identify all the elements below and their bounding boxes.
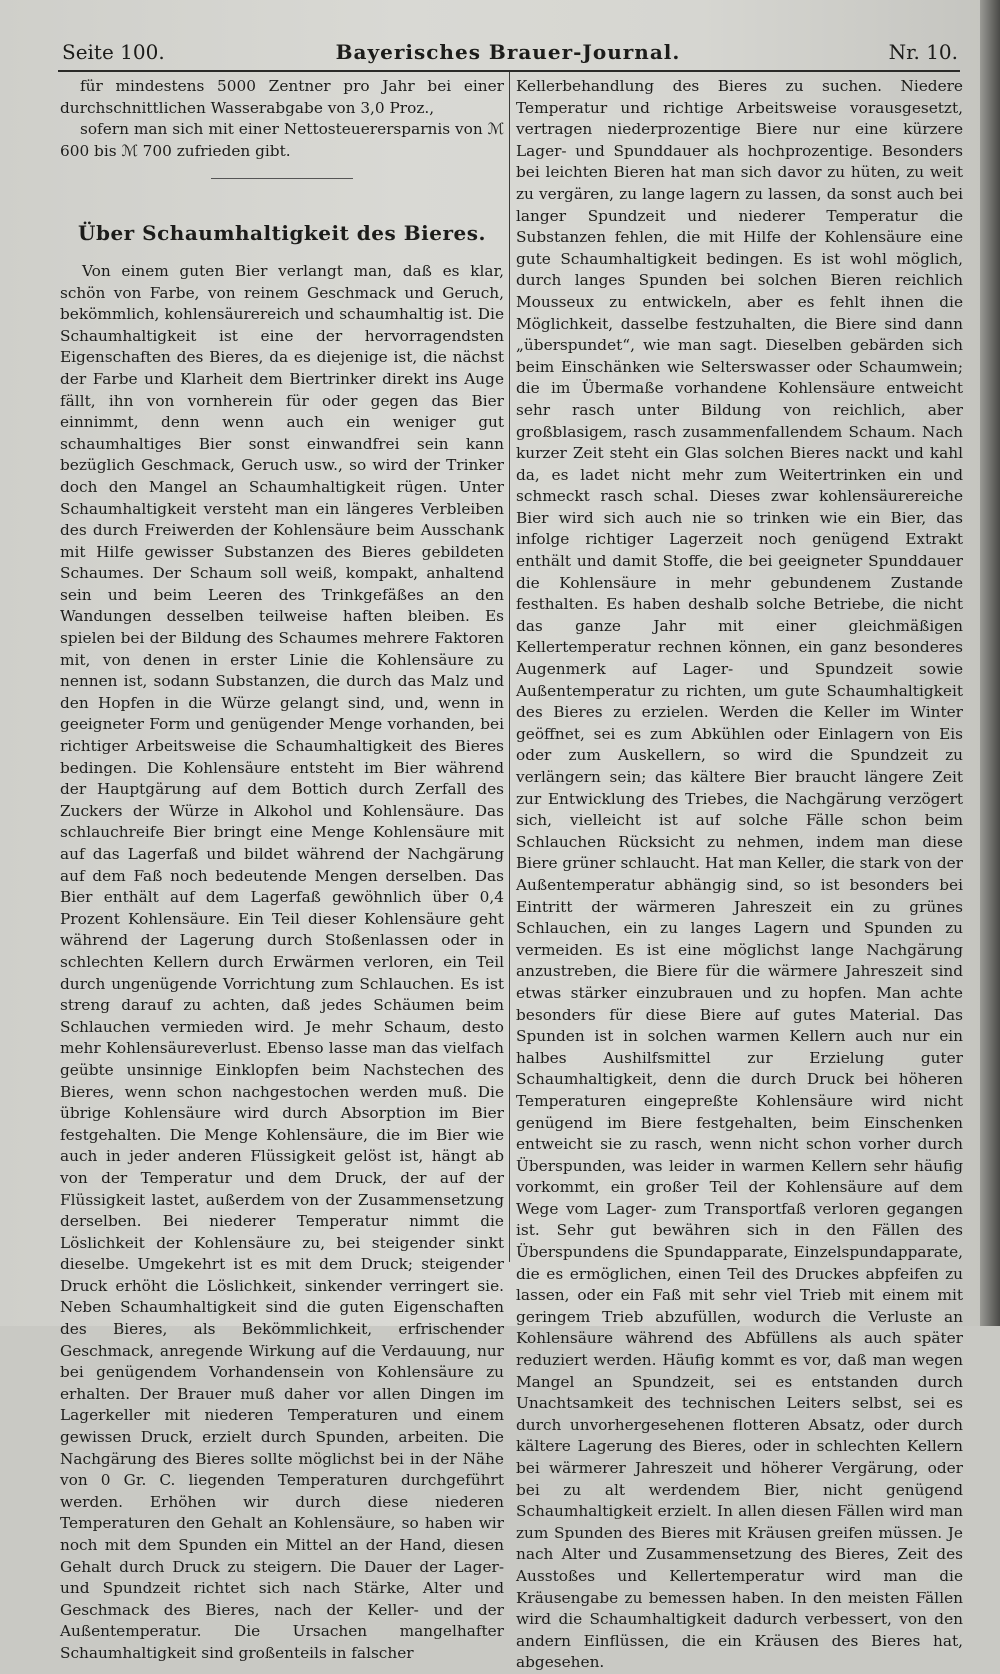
intro-line-2: sofern man sich mit einer Nettosteuerersparnis von ℳ 600 bis ℳ 700 zufrieden gibt.	[60, 120, 504, 160]
column-separator	[509, 72, 510, 1262]
article-body-right: Kellerbehandlung des Bieres zu suchen. Niedere Temperatur und richtige Arbeitsweise vorausgesetzt, vertragen niederprozentige Biere nur eine kürzere Lager- und Spunddauer als hochprozentige. Besonders bei leichten Bieren hat man sich davor zu hüten, zu weit zu vergären, zu lange lagern zu lassen, da sonst auch bei langer Spundzeit und niederer Temperatur die Substanzen fehlen, die mit Hilfe der Kohlensäure eine gute Schaumhaltigkeit bedingen. Es ist wohl möglich, durch langes Spunden bei solchen Bieren reichlich Mousseux zu entwickeln, aber es fehlt ihnen die Möglichkeit, dasselbe festzuhalten, die Biere sind dann „überspundet“, wie man sagt. Dieselben gebärden sich beim Einschänken wie Selterswasser oder Schaumwein; die im Übermaße vorhandene Kohlensäure entweicht sehr rasch unter Bildung von reichlich, aber großblasigem, rasch zusammenfallendem Schaum. Nach kurzer Zeit steht ein Glas solchen Bieres nackt und kahl da, es ladet nicht mehr zum Weitertrinken ein und schmeckt rasch schal. Dieses zwar kohlensäurereiche Bier wird sich auch nie so trinken wie ein Bier, das infolge richtiger Lagerzeit noch genügend Extrakt enthält und damit Stoffe, die bei geeigneter Spunddauer die Kohlensäure in mehr gebundenem Zustande festhalten. Es haben deshalb solche Betriebe, die nicht das ganze Jahr mit einer gleichmäßigen Kellertemperatur rechnen können, ein ganz besonderes Augenmerk auf Lager- und Spundzeit sowie Außentemperatur zu richten, um gute Schaumhaltigkeit des Bieres zu erzielen. Werden die Keller im Winter geöffnet, sei es zum Abkühlen oder Einlagern von Eis oder zum Auskellern, so wird die Spundzeit zu verlängern sein; das kältere Bier braucht längere Zeit zur Entwicklung des Triebes, die Nachgärung verzögert sich, vielleicht ist auf solche Fälle schon beim Schlauchen Rücksicht zu nehmen, indem man diese Biere grüner schlaucht. Hat man Keller, die stark von der Außentemperatur abhängig sind, so ist besonders bei Eintritt der wärmeren Jahreszeit ein zu grünes Schlauchen, ein zu langes Lagern und Spunden zu vermeiden. Es ist eine möglichst lange Nachgärung anzustreben, die Biere für die wärmere Jahreszeit sind etwas stärker einzubrauen und zu hopfen. Man achte besonders für diese Biere auf gutes Material. Das Spunden ist in solchen warmen Kellern auch nur ein halbes Aushilfsmittel zur Erzielung guter Schaumhaltigkeit, denn die durch Druck bei höheren Temperaturen eingepreßte Kohlensäure wird nicht genügend im Biere festgehalten, beim Einschenken entweicht sie zu rasch, wenn nicht schon vorher durch Überspunden, was leider in warmen Kellern sehr häufig vorkommt, ein großer Teil der Kohlensäure auf dem Wege vom Lager- zum Transportfaß verloren gegangen ist. Sehr gut bewähren sich in den Fällen des Überspundens die Spundapparate, Einzelspundapparate, die es ermöglichen, einen Teil des Druckes abpfeifen zu lassen, oder ein Faß mit sehr viel Trieb mit einem mit geringem Trieb abzufüllen, wodurch die Verluste an Kohlensäure während des Abfüllens als auch später reduziert werden. Häufig kommt es vor, daß man wegen Mangel an Spundzeit, sei es entstanden durch Unachtsamkeit des technischen Leiters selbst, sei es durch unvorhergesehenen flotteren Absatz, oder durch kältere Lagerung des Bieres, oder in schlechten Kellern bei wärmerer Jahreszeit und höherer Vergärung, oder bei zu alt werdendem Bier, nicht genügend Schaumhaltigkeit erzielt. In allen diesen Fällen wird man zum Spunden des Bieres mit Kräusen greifen müssen. Je nach Alter und Zusammensetzung des Bieres, Zeit des Ausstoßes und Kellertemperatur wird man die Kräusengabe zu bemessen haben. In den meisten Fällen wird die Schaumhaltigkeit dadurch verbessert, von den andern Einflüssen, die ein Kräusen des Bieres hat, abgesehen.	[516, 77, 963, 1672]
article-title: Über Schaumhaltigkeit des Bieres.	[78, 221, 486, 246]
intro-line-1: für mindestens 5000 Zentner pro Jahr bei einer durchschnittlichen Wasserabgabe von 3,0 Proz.,	[60, 77, 504, 117]
section-divider	[211, 178, 353, 179]
article-body-left: Von einem guten Bier verlangt man, daß es klar, schön von Farbe, von reinem Geschmack und Geruch, bekömmlich, kohlensäurereich und schaumhaltig ist. Die Schaumhaltigkeit ist eine der hervorragendsten Eigenschaften des Bieres, da es diejenige ist, die nächst der Farbe und Klarheit dem Biertrinker direkt ins Auge fällt, ihn von vornherein für oder gegen das Bier einnimmt, denn wenn auch ein weniger gut schaumhaltiges Bier sonst einwandfrei sein kann bezüglich Geschmack, Geruch usw., so wird der Trinker doch den Mangel an Schaumhaltigkeit rügen. Unter Schaumhaltigkeit versteht man ein längeres Verbleiben des durch Freiwerden der Kohlensäure beim Ausschank mit Hilfe gewisser Substanzen des Bieres gebildeten Schaumes. Der Schaum soll weiß, kompakt, anhaltend sein und beim Leeren des Trinkgefäßes an den Wandungen desselben teilweise haften bleiben. Es spielen bei der Bildung des Schaumes mehrere Faktoren mit, von denen in erster Linie die Kohlensäure zu nennen ist, sodann Substanzen, die durch das Malz und den Hopfen in die Würze gelangt sind, und, wenn in geeigneter Form und genügender Menge vorhanden, bei richtiger Arbeitsweise die Schaumhaltigkeit des Bieres bedingen. Die Kohlensäure entsteht im Bier während der Hauptgärung auf dem Bottich durch Zerfall des Zuckers der Würze in Alkohol und Kohlensäure. Das schlauchreife Bier bringt eine Menge Kohlensäure mit auf das Lagerfaß und bildet während der Nachgärung auf dem Faß noch bedeutende Mengen derselben. Das Bier enthält auf dem Lagerfaß gewöhnlich über 0,4 Prozent Kohlensäure. Ein Teil dieser Kohlensäure geht während der Lagerung durch Stoßenlassen oder in schlechten Kellern durch Erwärmen verloren, ein Teil durch ungenügende Vorrichtung zum Schlauchen. Es ist streng darauf zu achten, daß jedes Schäumen beim Schlauchen vermieden wird. Je mehr Schaum, desto mehr Kohlensäureverlust. Ebenso lasse man das vielfach geübte unsinnige Einklopfen beim Nachstechen des Bieres, wenn schon nachgestochen werden muß. Die übrige Kohlensäure wird durch Absorption im Bier festgehalten. Die Menge Kohlensäure, die im Bier wie auch in jeder anderen Flüssigkeit gelöst ist, hängt ab von der Temperatur und dem Druck, der auf der Flüssigkeit lastet, außerdem von der Zusammensetzung derselben. Bei niederer Temperatur nimmt die Löslichkeit der Kohlensäure zu, bei steigender sinkt dieselbe. Umgekehrt ist es mit dem Druck; steigender Druck erhöht die Löslichkeit, sinkender verringert sie. Neben Schaumhaltigkeit sind die guten Eigenschaften des Bieres, als Bekömmlichkeit, erfrischender Geschmack, anregende Wirkung auf die Verdauung, nur bei genügendem Vorhandensein von Kohlensäure zu erhalten. Der Brauer muß daher vor allen Dingen im Lagerkeller mit niederen Temperaturen und einem gewissen Druck, erzielt durch Spunden, arbeiten. Die Nachgärung des Bieres sollte möglichst bei in der Nähe von 0 Gr. C. liegenden Temperaturen durchgeführt werden. Erhöhen wir durch diese niederen Temperaturen den Gehalt an Kohlensäure, so haben wir noch mit dem Spunden ein Mittel an der Hand, diesen Gehalt durch Druck zu steigern. Die Dauer der Lager- und Spundzeit richtet sich nach Stärke, Alter und Geschmack des Bieres, nach der Keller- und der Außentemperatur. Die Ursachen mangelhafter Schaumhaltigkeit sind großenteils in falscher	[60, 261, 504, 1662]
right-column	[516, 76, 963, 1674]
page-number: Seite 100.	[62, 40, 165, 64]
page-edge-shadow	[980, 0, 1000, 1326]
left-column	[60, 76, 504, 1665]
issue-number: Nr. 10.	[888, 40, 958, 64]
page-header	[58, 40, 958, 70]
journal-title: Bayerisches Brauer-Journal.	[335, 40, 681, 64]
